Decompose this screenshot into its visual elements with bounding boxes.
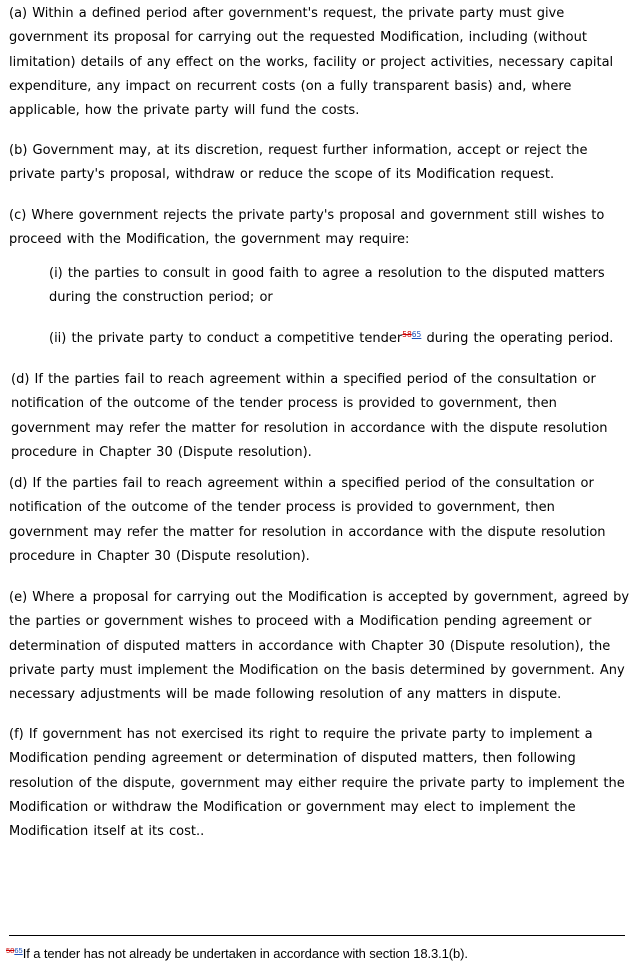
paragraph-c: (c) Where government rejects the private party's proposal and government still wishes to proceed with the Modification, the government may require:: [9, 208, 605, 248]
paragraph-d-second: (d) If the parties fail to reach agreement within a specified period of the consultation or notification of the outcome of the tender process is provided to government, then government may refer the matter for resolution in accordance with the dispute resolution procedure in Chapter 30 (Dispute resolution).: [9, 476, 606, 564]
paragraph-c-i: (i) the parties to consult in good faith to agree a resolution to the disputed matters during the construction period; or: [49, 266, 605, 306]
footnote-ref-deleted: 58: [402, 330, 412, 339]
paragraph-c-ii-tail: during the operating period.: [421, 331, 614, 346]
footnote-ref-inserted[interactable]: 65: [411, 330, 422, 339]
footnote-marker-deleted: 58: [6, 946, 15, 955]
footnote-marker[interactable]: [6, 946, 23, 955]
paragraph-b: (b) Government may, at its discretion, request further information, accept or reject the private party's proposal, withdraw or reduce the scope of its Modification request.: [9, 143, 588, 183]
footnote-marker-inserted[interactable]: 65: [14, 946, 23, 955]
paragraph-e: (e) Where a proposal for carrying out the Modification is accepted by government, agreed by the parties or government wishes to proceed with a Modification pending agreement or determination of disputed matters in accordance with Chapter 30 (Dispute resolution), the private party must implement the Modification on the basis determined by government. Any necessary adjustments will be made following resolution of any matters in dispute.: [9, 590, 630, 703]
footnote-separator: [9, 935, 625, 936]
footnote-reference[interactable]: [402, 330, 421, 339]
paragraph-f: (f) If government has not exercised its right to require the private party to implement a Modification pending agreement or determination of disputed matters, then following resolution of the dispute, government may either require the private party to implement the Modification or withdraw the Modification or government may elect to implement the Modification itself at its cost..: [9, 727, 625, 840]
paragraph-a: (a) Within a defined period after government's request, the private party must give government its proposal for carrying out the requested Modification, including (without limitation) details of any effect on the works, facility or project activities, necessary capital expenditure, any impact on recurrent costs (on a fully transparent basis) and, where applicable, how the private party will fund the costs.: [9, 6, 614, 119]
paragraph-c-ii-text: (ii) the private party to conduct a competitive tender: [49, 331, 403, 346]
footnote-text: If a tender has not already be undertaken in accordance with section 18.3.1(b).: [22, 946, 468, 961]
paragraph-c-ii: [49, 327, 635, 351]
footnote: [6, 944, 631, 964]
paragraph-d-first: (d) If the parties fail to reach agreement within a specified period of the consultation or notification of the outcome of the tender process is provided to government, then government may refer the matter for resolution in accordance with the dispute resolution procedure in Chapter 30 (Dispute resolution).: [11, 372, 608, 460]
